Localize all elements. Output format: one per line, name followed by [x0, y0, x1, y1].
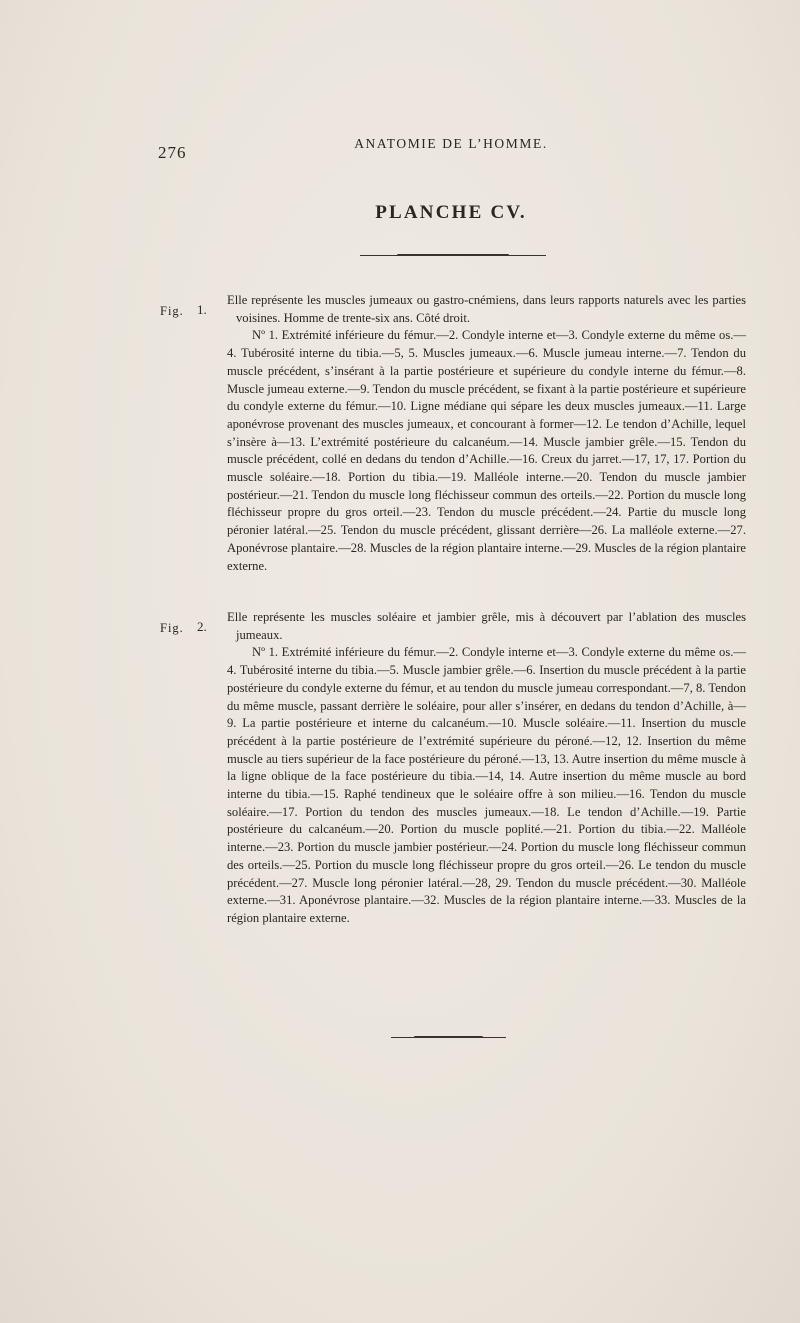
figure-2-description [227, 609, 746, 928]
running-head: ANATOMIE DE L’HOMME. [354, 136, 548, 151]
ornamental-rule-bottom [391, 1037, 506, 1038]
figure-2-legend: Nº 1. Extrémité inférieure du fémur.—2. Condyle interne et—3. Condyle externe du même os.—4. Tubérosité interne du tibia.—5. Muscle jambier grêle.—6. Insertion du muscle précédent à la partie postérieure du condyle externe du fémur, et au tendon du muscle jumeau correspondant.—7, 8. Tendon du même muscle, passant derrière le soléaire, pour aller s’insérer, en dedans du tendon d’Achille, à—9. La partie postérieure et interne du calcanéum.—10. Muscle soléaire.—11. Insertion du muscle précédent à la partie postérieure de l’extrémité supérieure du péroné.—12, 12. Insertion du même muscle au tiers supérieur de la face postérieure du péroné.—13, 13. Autre insertion du même muscle à la ligne oblique de la face postérieure du tibia.—14, 14. Autre insertion du même muscle au bord interne du tibia.—15. Raphé tendineux que le soléaire offre à son milieu.—16. Tendon du muscle soléaire.—17. Portion du tendon des muscles jumeaux.—18. Le tendon d’Achille.—19. Partie postérieure du calcanéum.—20. Portion du muscle poplité.—21. Portion du tibia.—22. Malléole interne.—23. Portion du muscle jambier postérieur.—24. Portion du muscle long fléchisseur commun des orteils.—25. Portion du muscle long fléchisseur propre du gros orteil.—26. Le tendon du muscle précédent.—27. Muscle long péronier latéral.—28, 29. Tendon du muscle précédent.—30. Malléole externe.—31. Aponévrose plantaire.—32. Muscles de la région plantaire interne.—33. Muscles de la région plantaire externe. [227, 645, 746, 925]
figure-2-intro: Elle représente les muscles soléaire et jambier grêle, mis à découvert par l’ablation des muscles jumeaux. [227, 610, 746, 642]
figure-1-description [227, 292, 746, 575]
figure-1-number: 1. [197, 302, 207, 317]
figure-1-label: Fig. [160, 304, 184, 318]
ornamental-rule-top [360, 255, 546, 256]
plate-title: PLANCHE CV. [375, 202, 527, 223]
page-number: 276 [158, 143, 187, 162]
figure-2-number: 2. [197, 619, 207, 634]
figure-1-intro: Elle représente les muscles jumeaux ou gastro-cnémiens, dans leurs rapports naturels avec les parties voisines. Homme de trente-six ans. Côté droit. [227, 293, 746, 325]
figure-1-legend: Nº 1. Extrémité inférieure du fémur.—2. Condyle interne et—3. Condyle externe du même os.—4. Tubérosité interne du tibia.—5, 5. Muscles jumeaux.—6. Muscle jumeau interne.—7. Tendon du muscle précédent, s’insérant à la partie postérieure et supérieure du condyle interne du fémur.—8. Muscle jumeau externe.—9. Tendon du muscle précédent, se fixant à la partie postérieure et supérieure du condyle externe du fémur.—10. Ligne médiane qui sépare les deux muscles jumeaux.—11. Large aponévrose provenant des muscles jumeaux, et concourant à former—12. Le tendon d’Achille, lequel s’insère à—13. L’extrémité postérieure du calcanéum.—14. Muscle jambier grêle.—15. Tendon du muscle précédent, collé en dedans du tendon d’Achille.—16. Creux du jarret.—17, 17, 17. Portion du muscle soléaire.—18. Portion du tibia.—19. Malléole interne.—20. Tendon du muscle jambier postérieur.—21. Tendon du muscle long fléchisseur commun des orteils.—22. Portion du muscle long fléchisseur propre du gros orteil.—23. Tendon du muscle précédent.—24. Partie du muscle long péronier latéral.—25. Tendon du muscle précédent, glissant derrière—26. La malléole externe.—27. Aponévrose plantaire.—28. Muscles de la région plantaire interne.—29. Muscles de la région plantaire externe. [227, 328, 746, 573]
figure-2-label: Fig. [160, 621, 184, 635]
